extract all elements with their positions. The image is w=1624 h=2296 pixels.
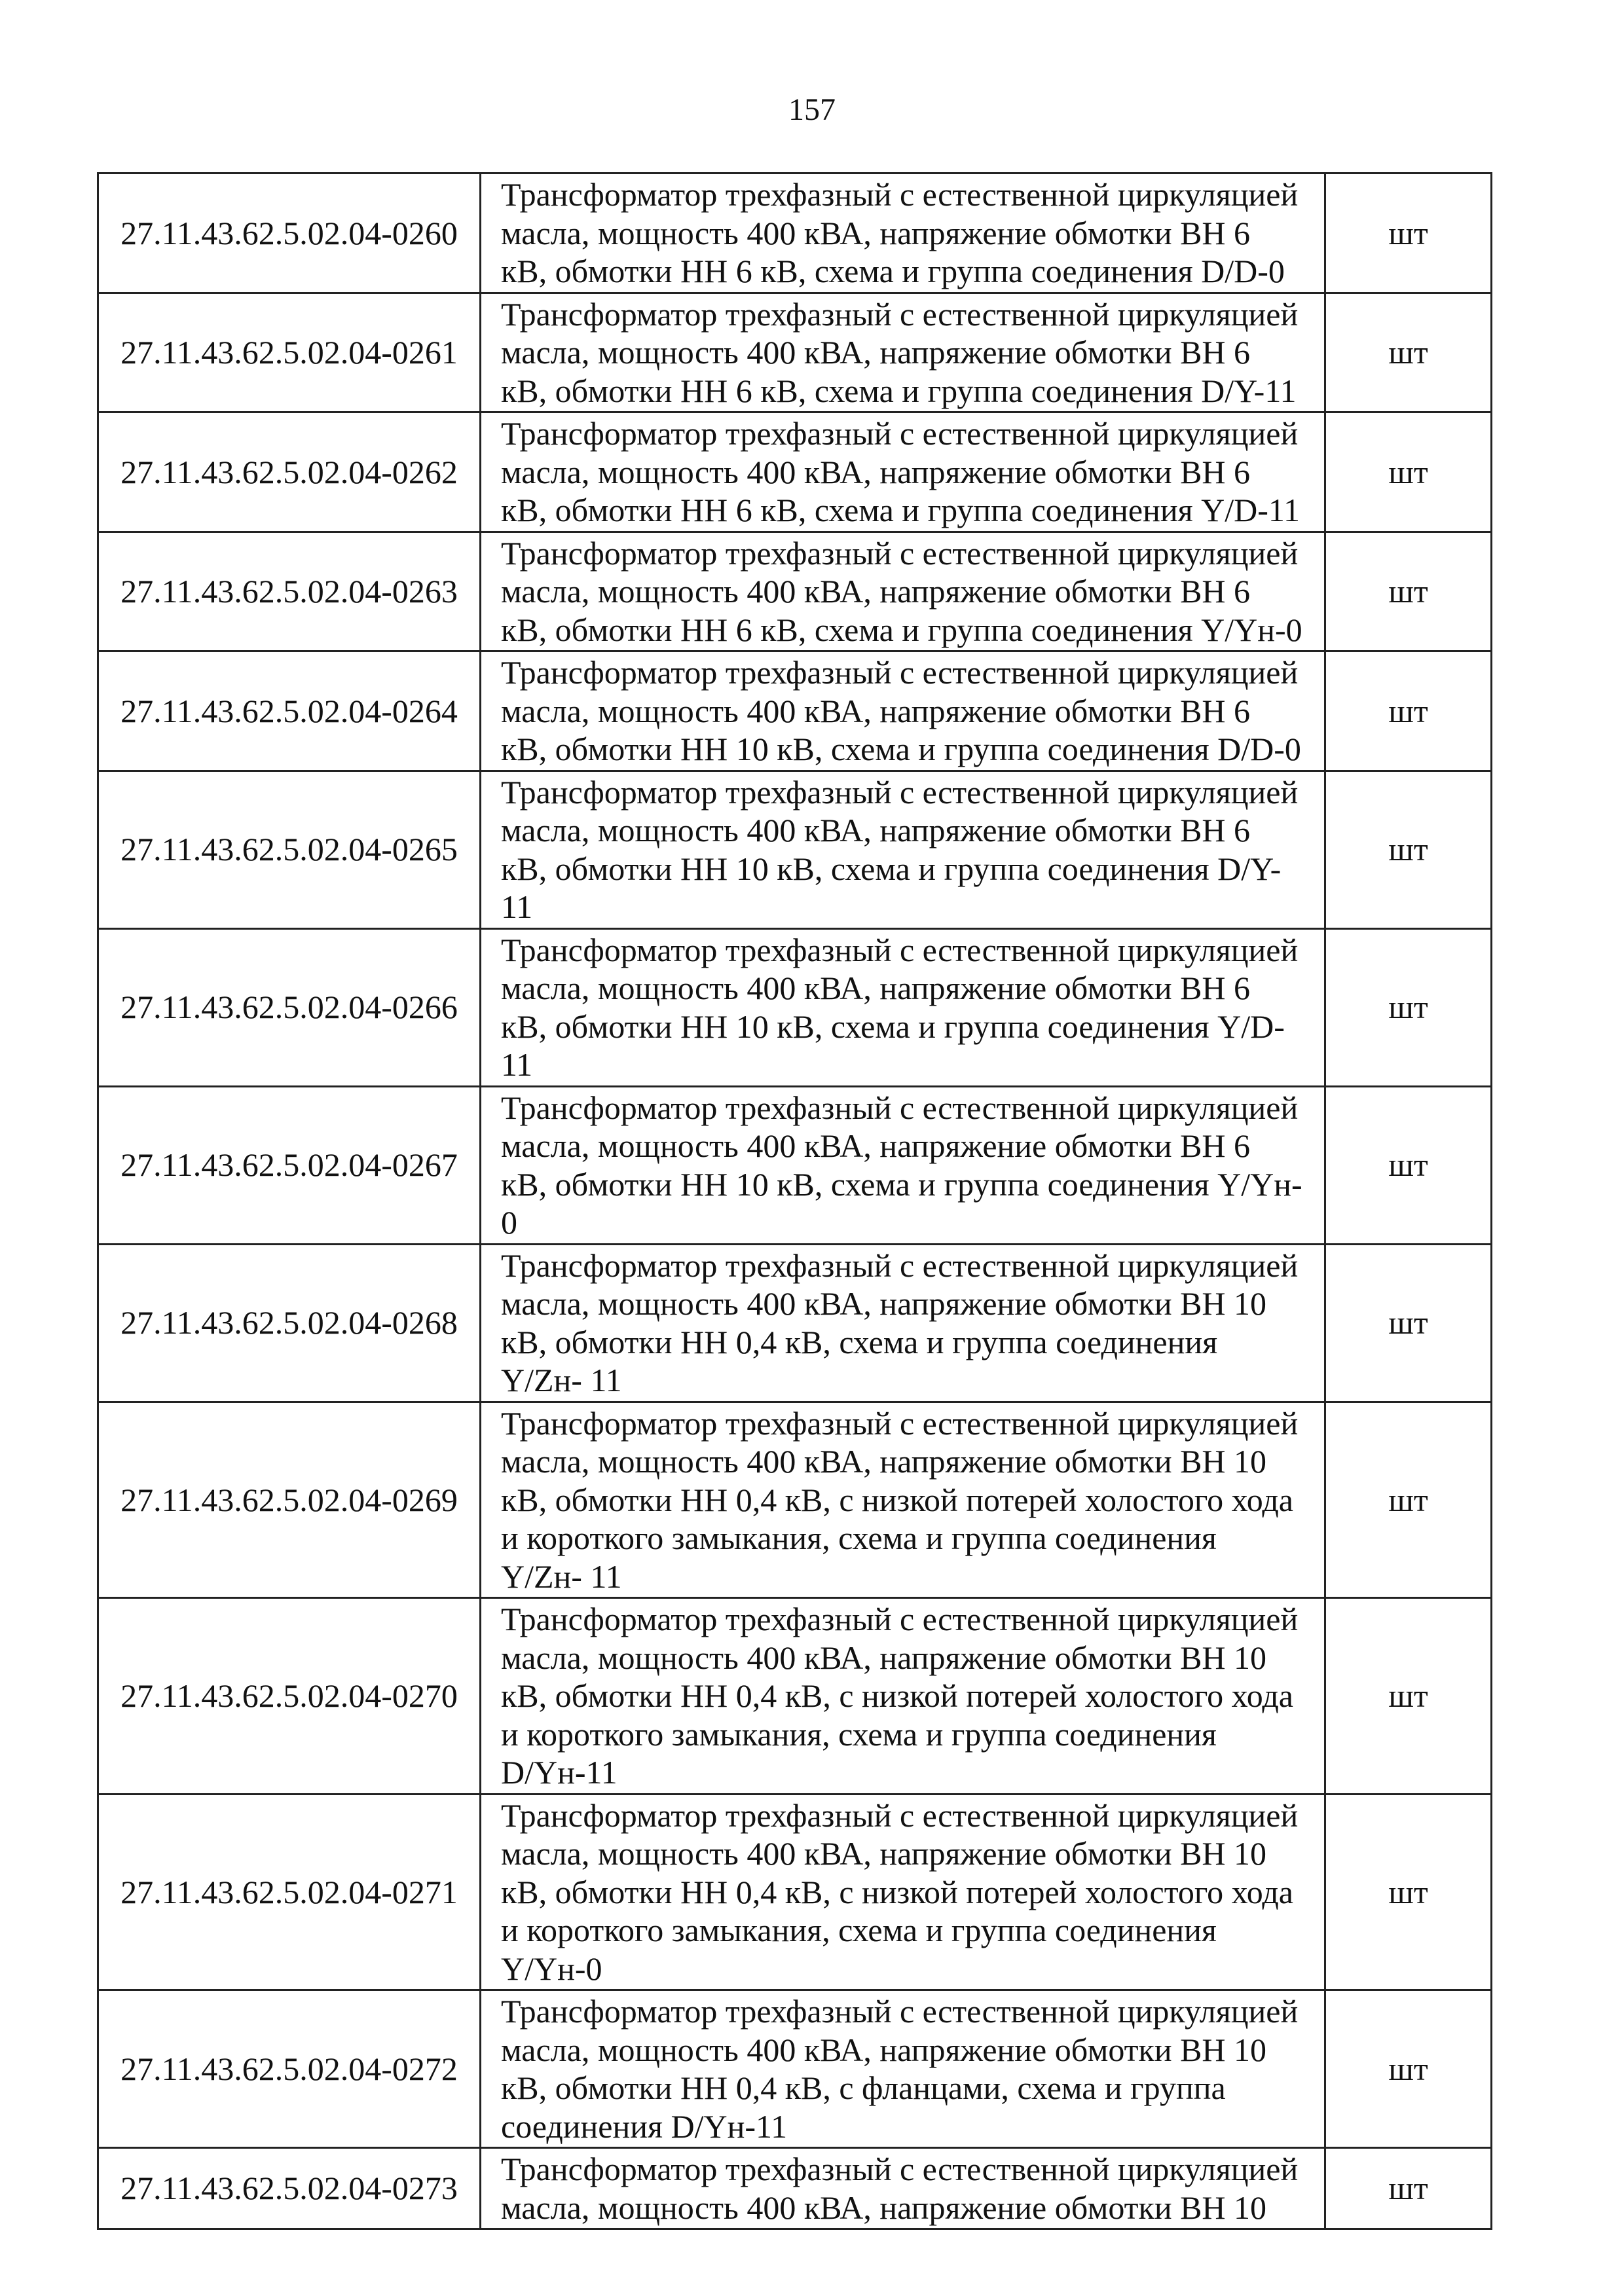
table-row [98,1990,1492,2148]
resource-code-cell: 27.11.43.62.5.02.04-0261 [98,293,481,412]
table-row [98,771,1492,928]
resource-code-cell: 27.11.43.62.5.02.04-0267 [98,1086,481,1244]
resource-table [97,172,1492,2230]
table-row [98,173,1492,293]
resource-code-cell: 27.11.43.62.5.02.04-0266 [98,928,481,1086]
description-line: масла, мощность 400 кВА, напряжение обмотки ВН 6 [501,970,1251,1006]
description-line: масла, мощность 400 кВА, напряжение обмотки ВН 6 [501,453,1251,490]
resource-description-cell [481,1598,1325,1795]
unit-cell: шт [1325,173,1492,293]
table-row [98,1244,1492,1402]
table-row [98,412,1492,532]
resource-code-cell: 27.11.43.62.5.02.04-0273 [98,2148,481,2229]
resource-code-cell: 27.11.43.62.5.02.04-0270 [98,1598,481,1795]
resource-code-cell: 27.11.43.62.5.02.04-0268 [98,1244,481,1402]
table-row [98,1402,1492,1598]
description-line: кВ, обмотки НН 6 кВ, схема и группа соединения Y/D-11 [501,492,1301,528]
description-line: Трансформатор трехфазный с естественной циркуляцией [501,1796,1299,1834]
table-row [98,293,1492,412]
table-row [98,2148,1492,2229]
resource-code-cell: 27.11.43.62.5.02.04-0260 [98,173,481,293]
description-line: масла, мощность 400 кВА, напряжение обмотки ВН 10 [501,2031,1267,2068]
description-line: и короткого замыкания, схема и группа соединения [501,1715,1217,1753]
description-line: масла, мощность 400 кВА, напряжение обмотки ВН 10 [501,2189,1267,2226]
description-line: кВ, обмотки НН 10 кВ, схема и группа соединения Y/D- [501,1008,1285,1045]
resource-code-cell: 27.11.43.62.5.02.04-0262 [98,412,481,532]
description-line: масла, мощность 400 кВА, напряжение обмотки ВН 10 [501,1443,1267,1480]
resource-description-cell [481,532,1325,651]
resource-description-cell [481,1244,1325,1402]
description-line: масла, мощность 400 кВА, напряжение обмотки ВН 6 [501,573,1251,610]
description-line: Трансформатор трехфазный с естественной циркуляцией [501,1089,1299,1126]
resource-description-cell [481,293,1325,412]
unit-cell: шт [1325,1244,1492,1402]
description-line: Трансформатор трехфазный с естественной циркуляцией [501,1993,1299,2030]
description-line: кВ, обмотки НН 0,4 кВ, с низкой потерей холостого хода [501,1677,1293,1714]
description-line: кВ, обмотки НН 10 кВ, схема и группа соединения D/D-0 [501,731,1301,767]
description-line: масла, мощность 400 кВА, напряжение обмотки ВН 6 [501,214,1251,251]
description-line: Трансформатор трехфазный с естественной циркуляцией [501,1247,1299,1284]
resource-description-cell [481,2148,1325,2229]
resource-description-cell [481,1402,1325,1598]
description-line: масла, мощность 400 кВА, напряжение обмотки ВН 10 [501,1639,1267,1676]
unit-cell: шт [1325,412,1492,532]
description-line: и короткого замыкания, схема и группа соединения [501,1520,1217,1556]
unit-cell: шт [1325,651,1492,771]
resource-description-cell [481,928,1325,1086]
resource-description-cell [481,771,1325,928]
description-line: масла, мощность 400 кВА, напряжение обмотки ВН 6 [501,812,1251,848]
description-line: Y/Zн- 11 [501,1558,622,1595]
description-line: Y/Yн-0 [501,1950,602,1987]
table-row [98,1086,1492,1244]
description-line: Трансформатор трехфазный с естественной циркуляцией [501,176,1299,213]
description-line: Y/Zн- 11 [501,1362,622,1398]
description-line: 11 [501,1046,533,1083]
unit-cell: шт [1325,1086,1492,1244]
table-body [98,173,1492,2229]
resource-description-cell [481,1990,1325,2148]
unit-cell: шт [1325,2148,1492,2229]
description-line: Трансформатор трехфазный с естественной циркуляцией [501,534,1299,572]
resource-code-cell: 27.11.43.62.5.02.04-0271 [98,1794,481,1990]
resource-code-cell: 27.11.43.62.5.02.04-0264 [98,651,481,771]
description-line: и короткого замыкания, схема и группа соединения [501,1912,1217,1948]
description-line: кВ, обмотки НН 6 кВ, схема и группа соединения Y/Yн-0 [501,611,1302,648]
resource-description-cell [481,412,1325,532]
description-line: кВ, обмотки НН 0,4 кВ, с фланцами, схема и группа [501,2069,1226,2106]
description-line: Трансформатор трехфазный с естественной циркуляцией [501,295,1299,333]
unit-cell: шт [1325,771,1492,928]
description-line: Трансформатор трехфазный с естественной циркуляцией [501,2151,1299,2187]
unit-cell: шт [1325,1990,1492,2148]
description-line: кВ, обмотки НН 0,4 кВ, с низкой потерей холостого хода [501,1481,1293,1518]
description-line: кВ, обмотки НН 10 кВ, схема и группа соединения D/Y- [501,850,1282,887]
description-line: D/Yн-11 [501,1754,618,1791]
unit-cell: шт [1325,1598,1492,1795]
description-line: кВ, обмотки НН 6 кВ, схема и группа соединения D/Y-11 [501,372,1297,409]
resource-description-cell [481,651,1325,771]
unit-cell: шт [1325,1402,1492,1598]
description-line: кВ, обмотки НН 0,4 кВ, с низкой потерей холостого хода [501,1873,1293,1910]
description-line: масла, мощность 400 кВА, напряжение обмотки ВН 6 [501,692,1251,729]
description-line: масла, мощность 400 кВА, напряжение обмотки ВН 10 [501,1835,1267,1872]
unit-cell: шт [1325,532,1492,651]
unit-cell: шт [1325,1794,1492,1990]
resource-code-cell: 27.11.43.62.5.02.04-0269 [98,1402,481,1598]
description-line: Трансформатор трехфазный с естественной циркуляцией [501,773,1299,811]
resource-code-cell: 27.11.43.62.5.02.04-0265 [98,771,481,928]
resource-description-cell [481,1794,1325,1990]
table-row [98,651,1492,771]
description-line: кВ, обмотки НН 6 кВ, схема и группа соединения D/D-0 [501,253,1285,289]
description-line: кВ, обмотки НН 0,4 кВ, схема и группа соединения [501,1323,1218,1360]
resource-code-cell: 27.11.43.62.5.02.04-0263 [98,532,481,651]
description-line: соединения D/Yн-11 [501,2107,788,2145]
description-line: масла, мощность 400 кВА, напряжение обмотки ВН 10 [501,1285,1267,1322]
resource-description-cell [481,173,1325,293]
description-line: кВ, обмотки НН 10 кВ, схема и группа соединения Y/Yн- [501,1165,1302,1203]
description-line: Трансформатор трехфазный с естественной циркуляцией [501,1601,1299,1637]
description-line: Трансформатор трехфазный с естественной циркуляцией [501,654,1299,691]
description-line: Трансформатор трехфазный с естественной циркуляцией [501,415,1299,452]
description-line: 0 [501,1204,517,1241]
table-row [98,1794,1492,1990]
table-row [98,1598,1492,1795]
description-line: Трансформатор трехфазный с естественной циркуляцией [501,931,1299,968]
description-line: масла, мощность 400 кВА, напряжение обмотки ВН 6 [501,1127,1251,1164]
unit-cell: шт [1325,293,1492,412]
page-number: 157 [788,92,836,127]
description-line: масла, мощность 400 кВА, напряжение обмотки ВН 6 [501,334,1251,371]
table-row [98,532,1492,651]
unit-cell: шт [1325,928,1492,1086]
resource-description-cell [481,1086,1325,1244]
description-line: 11 [501,888,533,925]
table-row [98,928,1492,1086]
description-line: Трансформатор трехфазный с естественной циркуляцией [501,1404,1299,1442]
resource-code-cell: 27.11.43.62.5.02.04-0272 [98,1990,481,2148]
